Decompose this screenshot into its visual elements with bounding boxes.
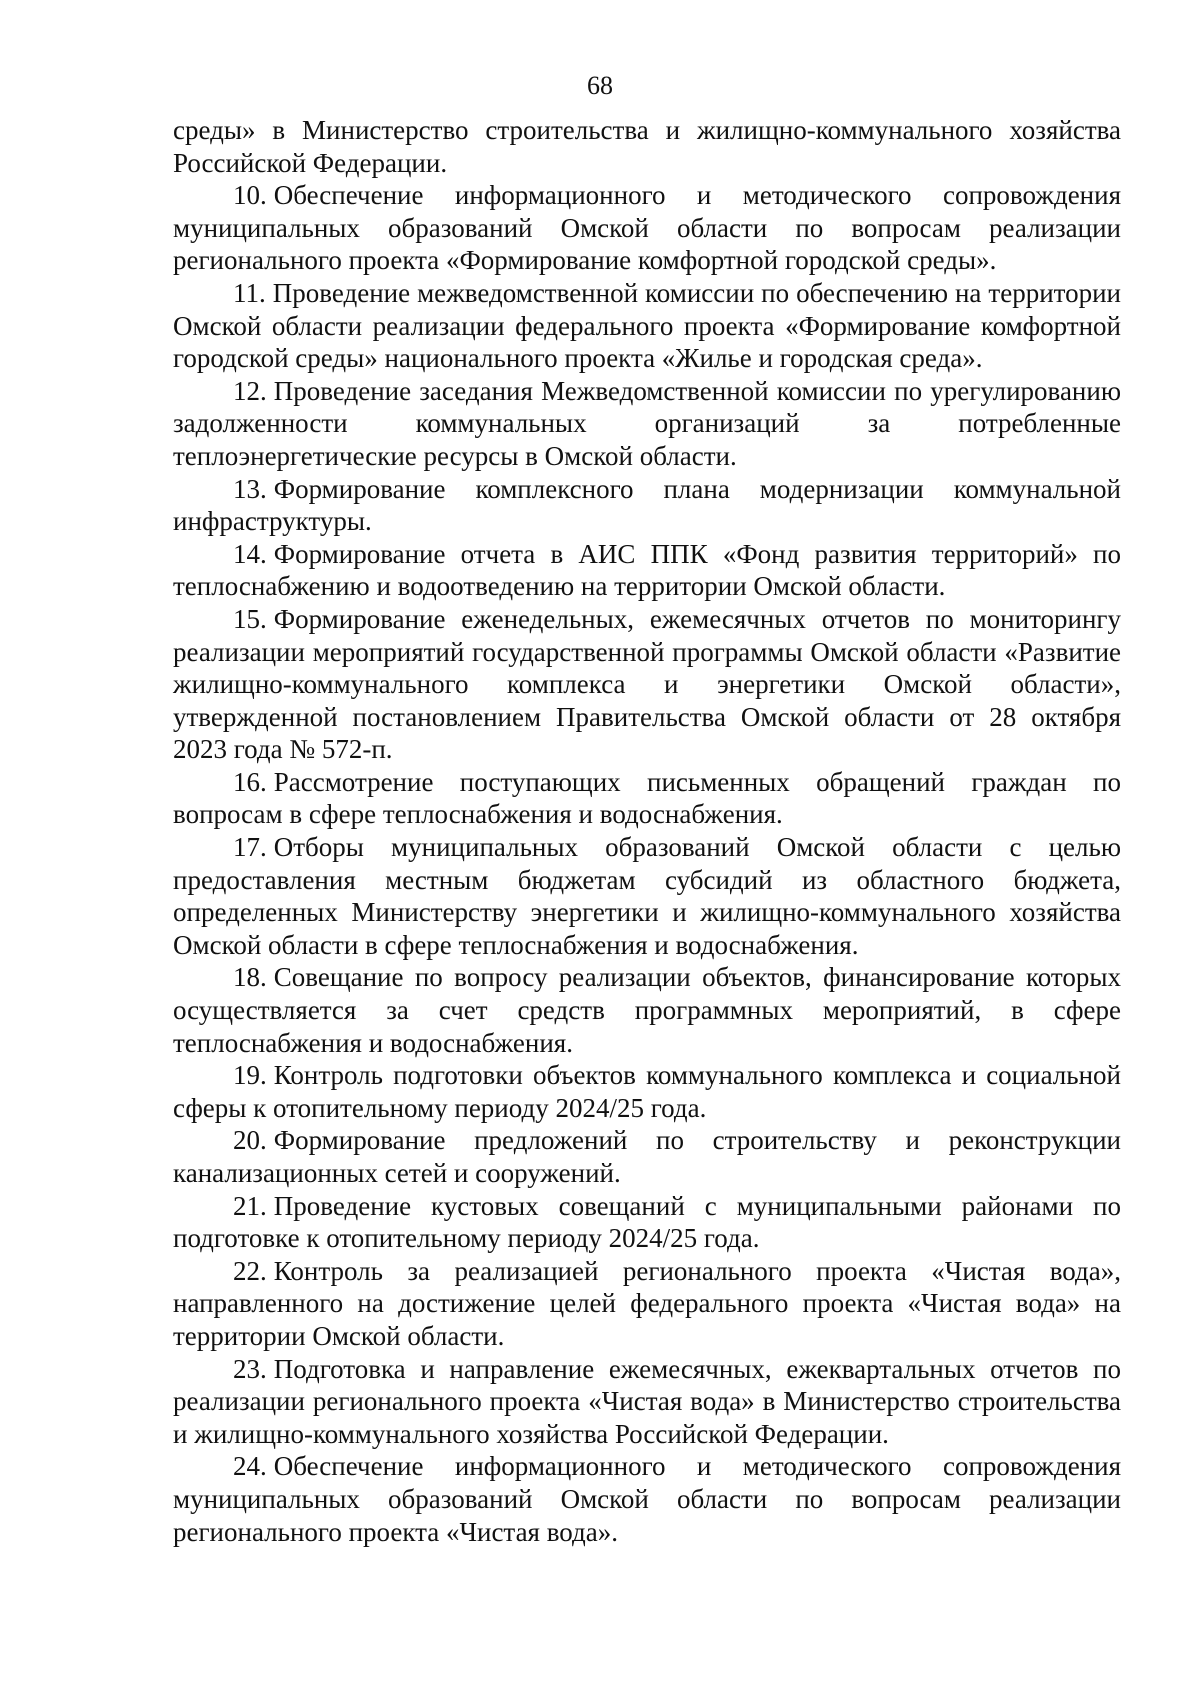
list-item [173, 375, 1121, 473]
list-item [173, 277, 1121, 375]
item-number: 14. [233, 538, 267, 569]
list-item [173, 961, 1121, 1059]
list-item [173, 1353, 1121, 1451]
item-text: Формирование еженедельных, ежемесячных отчетов по мониторингу реализации мероприятий государственной программы Омской области «Развитие жилищно-коммунального комплекса и энергетики Омской области», утвержденной постановлением Правительства Омской области от 28 октября 2023 года № 572-п. [173, 603, 1121, 765]
list-item [173, 1190, 1121, 1255]
item-number: 15. [233, 603, 267, 634]
item-number: 24. [233, 1451, 267, 1482]
continuation-paragraph: среды» в Министерство строительства и жилищно-коммунального хозяйства Российской Федерации. [173, 115, 1121, 178]
item-text: Контроль за реализацией регионального проекта «Чистая вода», направленного на достижение целей федерального проекта «Чистая вода» на территории Омской области. [173, 1255, 1121, 1351]
list-item [173, 831, 1121, 961]
item-text: Рассмотрение поступающих письменных обращений граждан по вопросам в сфере теплоснабжения и водоснабжения. [173, 766, 1121, 830]
item-number: 11. [233, 277, 266, 308]
item-number: 20. [233, 1125, 267, 1156]
list-item [173, 538, 1121, 603]
item-text: Обеспечение информационного и методического сопровождения муниципальных образований Омской области по вопросам реализации регионального проекта «Формирование комфортной городской среды». [173, 180, 1121, 276]
item-number: 18. [233, 962, 267, 993]
item-text: Отборы муниципальных образований Омской области с целью предоставления местным бюджетам субсидий из областного бюджета, определенных Министерству энергетики и жилищно-коммунального хозяйства Омской области в сфере теплоснабжения и водоснабжения. [173, 832, 1121, 960]
list-item [173, 603, 1121, 766]
item-text: Контроль подготовки объектов коммунального комплекса и социальной сферы к отопительному периоду 2024/25 года. [173, 1060, 1121, 1123]
list-item [173, 1450, 1121, 1548]
item-number: 19. [233, 1060, 267, 1091]
list-item [173, 179, 1121, 277]
item-number: 10. [233, 180, 267, 211]
list-item [173, 473, 1121, 538]
item-text: Проведение заседания Межведомственной комиссии по урегулированию задолженности коммунальных организаций за потребленные теплоэнергетические ресурсы в Омской области. [173, 375, 1121, 471]
item-text: Проведение межведомственной комиссии по обеспечению на территории Омской области реализации федерального проекта «Формирование комфортной городской среды» национального проекта «Жилье и городская среда». [173, 277, 1121, 374]
item-text: Обеспечение информационного и методического сопровождения муниципальных образований Омской области по вопросам реализации регионального проекта «Чистая вода». [173, 1451, 1121, 1547]
page-number: 68 [587, 71, 613, 100]
list-item [173, 1124, 1121, 1189]
item-text: Формирование комплексного плана модернизации коммунальной инфраструктуры. [173, 473, 1121, 537]
item-text: Подготовка и направление ежемесячных, ежеквартальных отчетов по реализации регионального проекта «Чистая вода» в Министерство строительства и жилищно-коммунального хозяйства Российской Федерации. [173, 1353, 1121, 1449]
item-number: 17. [233, 832, 267, 863]
item-text: Формирование отчета в АИС ППК «Фонд развития территорий» по теплоснабжению и водоотведению на территории Омской области. [173, 538, 1121, 602]
item-number: 16. [233, 766, 267, 797]
document-body [173, 114, 1121, 1548]
list-item [173, 1255, 1121, 1353]
item-number: 21. [233, 1190, 267, 1221]
item-number: 23. [233, 1353, 267, 1384]
list-item [173, 1059, 1121, 1124]
item-number: 12. [233, 375, 267, 406]
item-number: 13. [233, 473, 267, 504]
item-text: Совещание по вопросу реализации объектов, финансирование которых осуществляется за счет средств программных мероприятий, в сфере теплоснабжения и водоснабжения. [173, 962, 1121, 1058]
item-text: Проведение кустовых совещаний с муниципальными районами по подготовке к отопительному периоду 2024/25 года. [173, 1190, 1121, 1254]
item-number: 22. [233, 1255, 267, 1286]
item-text: Формирование предложений по строительству и реконструкции канализационных сетей и сооружений. [173, 1125, 1121, 1188]
list-item [173, 766, 1121, 831]
